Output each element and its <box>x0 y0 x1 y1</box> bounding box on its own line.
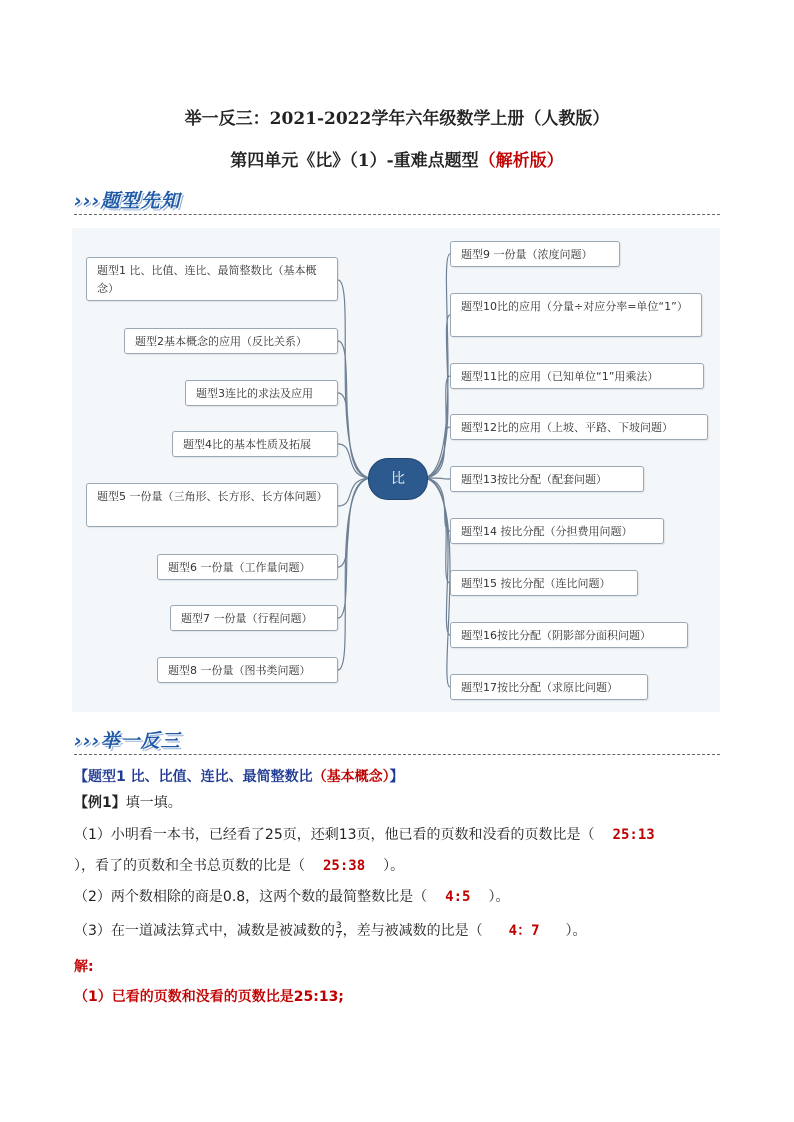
question-3 <box>74 920 587 942</box>
connector-right-1 <box>422 254 450 478</box>
divider-1 <box>74 214 720 215</box>
connector-left-1 <box>338 280 372 478</box>
mindmap-node-type4: 题型4比的基本性质及拓展 <box>172 431 338 457</box>
banner-practice: ›››举一反三 <box>74 730 181 752</box>
example-text: 填一填。 <box>125 795 182 811</box>
connector-left-3 <box>338 393 372 478</box>
mindmap-node-type7: 题型7 一份量（行程问题） <box>170 605 338 631</box>
heading-open-bracket: 【 <box>74 769 88 785</box>
mindmap-node-type15: 题型15 按比分配（连比问题） <box>450 570 638 596</box>
subtitle-main: 第四单元《比》（1）-重难点题型 <box>230 151 479 171</box>
heading-main: 题型1 比、比值、连比、最简整数比 <box>88 769 313 785</box>
banner-question-types: ›››题型先知 <box>74 190 181 212</box>
question-1-line2 <box>74 855 404 877</box>
divider-2 <box>74 754 720 755</box>
example-label: 【例1】 <box>74 795 126 811</box>
document-subtitle <box>0 146 794 171</box>
q2-answer: 4:5 <box>445 889 471 905</box>
mindmap-node-type10: 题型10比的应用（分量÷对应分率=单位“1”） <box>450 293 702 337</box>
mindmap-node-type6: 题型6 一份量（工作量问题） <box>157 554 338 580</box>
section-heading <box>74 766 404 788</box>
q3-fraction-numerator: 3 <box>335 920 342 931</box>
subtitle-suffix: （解析版） <box>478 151 564 171</box>
mindmap-center-node: 比 <box>368 458 428 500</box>
q3-fraction <box>336 922 342 941</box>
document-title: 举一反三：2021-2022学年六年级数学上册（人教版） <box>184 109 610 129</box>
connector-left-8 <box>338 478 372 670</box>
solution-label: 解: <box>74 959 94 975</box>
connector-right-9 <box>422 478 450 687</box>
example-line <box>74 792 182 814</box>
q3-fraction-denominator: 7 <box>335 930 342 941</box>
connector-right-3 <box>422 376 450 478</box>
mindmap-node-type16: 题型16按比分配（阴影部分面积问题） <box>450 622 688 648</box>
mindmap-node-type9: 题型9 一份量（浓度问题） <box>450 241 620 267</box>
question-1-line1 <box>74 824 724 846</box>
mindmap-node-type1: 题型1 比、比值、连比、最简整数比（基本概念） <box>86 257 338 301</box>
q3-text-2: ，差与被减数的比是（ <box>342 923 483 939</box>
q1-answer-1: 25:13 <box>612 827 655 843</box>
q1-text-2: ），看了的页数和全书总页数的比是（ <box>74 858 305 874</box>
mindmap-node-type5: 题型5 一份量（三角形、长方形、长方体问题） <box>86 483 338 527</box>
heading-red: （基本概念） <box>312 769 390 785</box>
q2-text-2: ）。 <box>488 889 510 905</box>
mindmap-node-type3: 题型3连比的求法及应用 <box>185 380 338 406</box>
connector-right-7 <box>422 478 450 583</box>
connector-left-2 <box>338 341 372 478</box>
connector-left-4 <box>338 444 372 478</box>
mindmap-node-type8: 题型8 一份量（图书类问题） <box>157 657 338 683</box>
q1-text-3: ）。 <box>383 858 405 874</box>
mindmap-node-type14: 题型14 按比分配（分担费用问题） <box>450 518 664 544</box>
mindmap-node-type11: 题型11比的应用（已知单位“1”用乘法） <box>450 363 704 389</box>
connector-left-7 <box>338 478 372 618</box>
solution-line-1: （1）已看的页数和没看的页数比是25:13; <box>74 989 344 1005</box>
q3-answer: 4：7 <box>508 923 540 939</box>
mindmap-node-type12: 题型12比的应用（上坡、平路、下坡问题） <box>450 414 708 440</box>
q1-text-1: （1）小明看一本书，已经看了25页，还剩13页，他已看的页数和没看的页数比是（ <box>74 827 595 843</box>
q3-text-1: （3）在一道减法算式中，减数是被减数的 <box>74 923 335 939</box>
q2-text-1: （2）两个数相除的商是0.8，这两个数的最简整数比是（ <box>74 889 428 905</box>
mindmap-node-type13: 题型13按比分配（配套问题） <box>450 466 644 492</box>
heading-close-bracket: 】 <box>389 769 404 785</box>
mindmap-node-type17: 题型17按比分配（求原比问题） <box>450 674 648 700</box>
q3-text-3: ）。 <box>565 923 587 939</box>
mindmap-node-type2: 题型2基本概念的应用（反比关系） <box>124 328 338 354</box>
question-2 <box>74 886 509 908</box>
q1-answer-2: 25:38 <box>323 858 366 874</box>
mindmap <box>72 228 720 712</box>
